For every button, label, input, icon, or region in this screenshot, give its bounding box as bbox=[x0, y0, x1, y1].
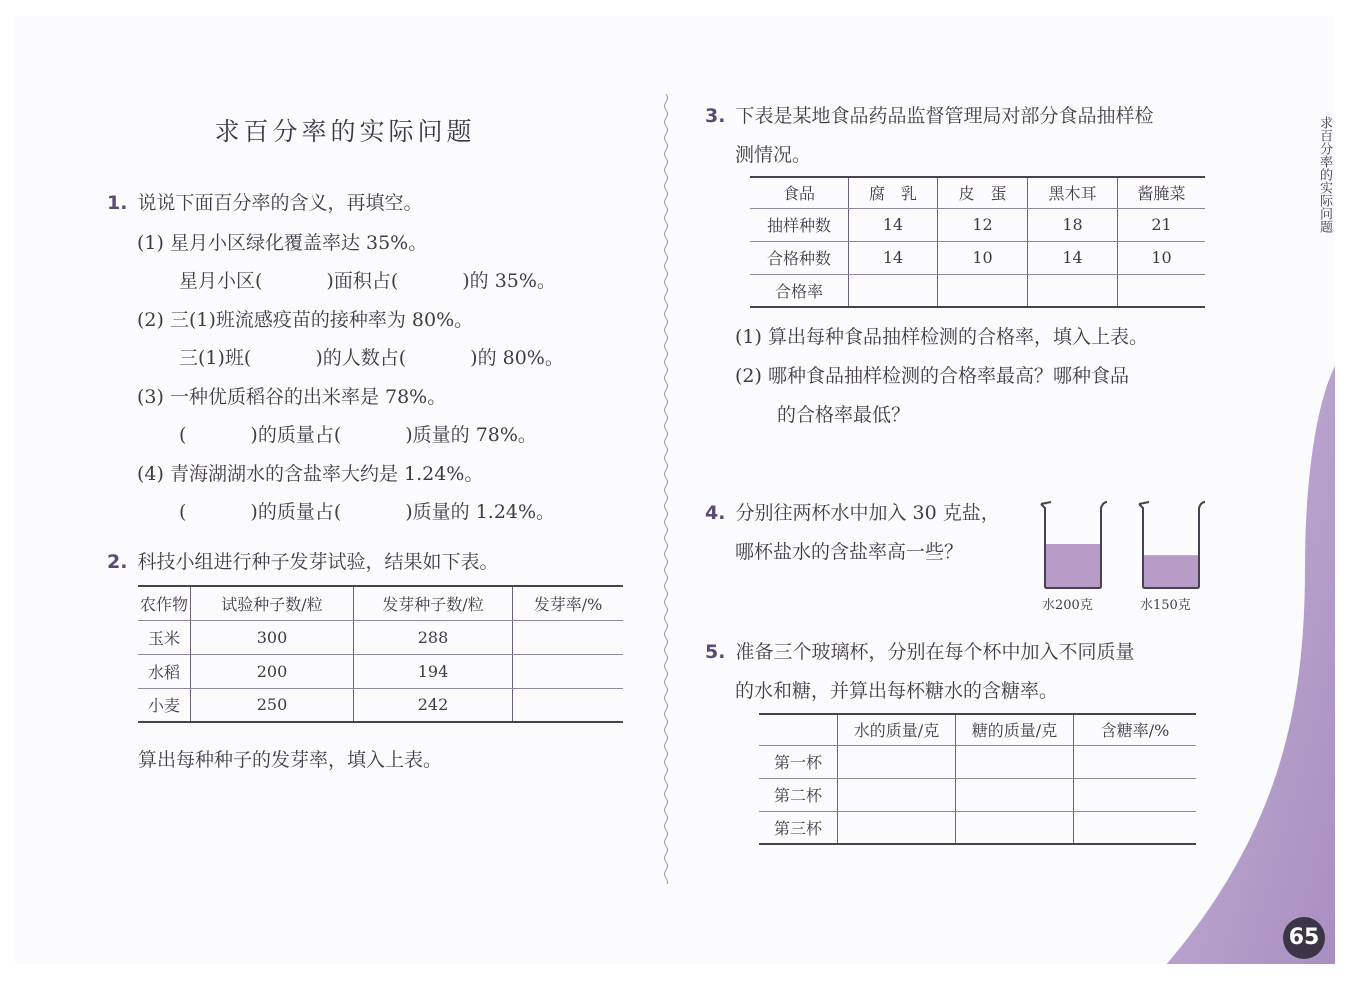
answer-cell[interactable] bbox=[838, 811, 956, 844]
table-cell: 抽样种数 bbox=[750, 208, 849, 241]
answer-cell[interactable] bbox=[1074, 745, 1197, 778]
answer-cell[interactable] bbox=[838, 778, 956, 811]
fill-text: )的质量占( bbox=[250, 424, 342, 446]
table-header: 农作物 bbox=[138, 586, 191, 620]
answer-cell[interactable] bbox=[956, 778, 1074, 811]
table-cell: 小麦 bbox=[138, 688, 191, 722]
table-row bbox=[750, 241, 1205, 274]
answer-cell[interactable] bbox=[1118, 274, 1206, 307]
q1-item-3-line2 bbox=[179, 420, 537, 447]
table-cell: 12 bbox=[938, 208, 1028, 241]
q3-number: 3. bbox=[705, 105, 726, 127]
q3-prompt-line2: 测情况。 bbox=[735, 144, 812, 166]
table-row bbox=[759, 811, 1196, 844]
beaker-1-label: 水200克 bbox=[1042, 598, 1093, 613]
q4-line1-text: 分别往两杯水中加入 30 克盐， bbox=[735, 502, 1000, 524]
table-row bbox=[750, 208, 1205, 241]
table-cell: 14 bbox=[849, 208, 938, 241]
beaker-1-icon bbox=[1037, 498, 1109, 590]
table-cell: 10 bbox=[938, 241, 1028, 274]
table-cell: 10 bbox=[1118, 241, 1206, 274]
table-cell: 合格种数 bbox=[750, 241, 849, 274]
fill-text: )质量的 1.24%。 bbox=[405, 501, 556, 523]
q4-number: 4. bbox=[705, 502, 726, 524]
q1-prompt-text: 说说下面百分率的含义，再填空。 bbox=[137, 192, 423, 214]
fill-text: )的人数占( bbox=[315, 347, 407, 369]
table-row bbox=[759, 745, 1196, 778]
food-inspection-table bbox=[750, 176, 1205, 308]
q1-item-4-line1: (4) 青海湖湖水的含盐率大约是 1.24%。 bbox=[137, 463, 484, 485]
answer-cell[interactable] bbox=[838, 745, 956, 778]
table-header: 酱腌菜 bbox=[1118, 177, 1206, 208]
q5-line1 bbox=[705, 637, 1134, 664]
q3-sub2-line2: 的合格率最低？ bbox=[777, 404, 911, 426]
table-cell: 14 bbox=[1028, 241, 1118, 274]
sidebar-title: 求百分率的实际问题 bbox=[1317, 116, 1332, 233]
table-header: 腐 乳 bbox=[849, 177, 938, 208]
table-cell: 200 bbox=[191, 654, 354, 688]
q1-item-2-line1: (2) 三(1)班流感疫苗的接种率为 80%。 bbox=[137, 309, 474, 331]
answer-cell[interactable] bbox=[513, 688, 624, 722]
sugar-water-table bbox=[759, 713, 1196, 845]
answer-cell[interactable] bbox=[1074, 811, 1197, 844]
q1-item-1-line2 bbox=[179, 266, 556, 293]
workbook-page bbox=[15, 16, 1335, 964]
table-header: 试验种子数/粒 bbox=[191, 586, 354, 620]
table-header: 糖的质量/克 bbox=[956, 714, 1074, 745]
answer-cell[interactable] bbox=[938, 274, 1028, 307]
fill-text: )面积占( bbox=[326, 270, 399, 292]
table-header: 黑木耳 bbox=[1028, 177, 1118, 208]
q5-line1-text: 准备三个玻璃杯，分别在每个杯中加入不同质量 bbox=[735, 641, 1135, 663]
q2-number: 2. bbox=[107, 551, 128, 573]
q2-footer: 算出每种种子的发芽率，填入上表。 bbox=[138, 749, 443, 771]
page-title: 求百分率的实际问题 bbox=[214, 117, 476, 146]
fill-text: ( bbox=[179, 501, 187, 523]
q5-number: 5. bbox=[705, 641, 726, 663]
answer-cell[interactable] bbox=[849, 274, 938, 307]
q3-prompt-text: 下表是某地食品药品监督管理局对部分食品抽样检 bbox=[735, 105, 1154, 127]
page-number: 65 bbox=[1283, 917, 1325, 959]
table-cell: 18 bbox=[1028, 208, 1118, 241]
table-cell: 第二杯 bbox=[759, 778, 838, 811]
answer-cell[interactable] bbox=[513, 620, 624, 654]
table-row bbox=[759, 778, 1196, 811]
table-header: 发芽率/% bbox=[513, 586, 624, 620]
q1-item-2-line2 bbox=[179, 343, 564, 370]
table-cell: 合格率 bbox=[750, 274, 849, 307]
answer-cell[interactable] bbox=[1074, 778, 1197, 811]
q2-prompt-text: 科技小组进行种子发芽试验，结果如下表。 bbox=[137, 551, 499, 573]
table-cell: 194 bbox=[354, 654, 513, 688]
table-cell: 300 bbox=[191, 620, 354, 654]
table-cell: 玉米 bbox=[138, 620, 191, 654]
table-cell: 250 bbox=[191, 688, 354, 722]
fill-text: )的质量占( bbox=[250, 501, 342, 523]
table-cell: 21 bbox=[1118, 208, 1206, 241]
fill-text: )的 35%。 bbox=[462, 270, 556, 292]
q1-item-4-line2 bbox=[179, 497, 555, 524]
page-divider bbox=[662, 94, 670, 884]
q4-line1 bbox=[705, 498, 1000, 525]
beaker-2-icon bbox=[1135, 498, 1207, 590]
table-cell: 14 bbox=[849, 241, 938, 274]
fill-text: )质量的 78%。 bbox=[405, 424, 537, 446]
q1-number: 1. bbox=[107, 192, 128, 214]
q3-prompt bbox=[705, 101, 1153, 128]
table-header: 水的质量/克 bbox=[838, 714, 956, 745]
table-cell: 288 bbox=[354, 620, 513, 654]
beaker-2-label: 水150克 bbox=[1140, 598, 1191, 613]
table-header bbox=[759, 714, 838, 745]
table-cell: 第三杯 bbox=[759, 811, 838, 844]
answer-cell[interactable] bbox=[956, 745, 1074, 778]
table-row bbox=[750, 274, 1205, 307]
table-header: 皮 蛋 bbox=[938, 177, 1028, 208]
fill-text: 星月小区( bbox=[179, 270, 263, 292]
table-header: 发芽种子数/粒 bbox=[354, 586, 513, 620]
q3-sub2-line1: (2) 哪种食品抽样检测的合格率最高？哪种食品 bbox=[735, 365, 1129, 387]
q3-sub1: (1) 算出每种食品抽样检测的合格率，填入上表。 bbox=[735, 326, 1148, 348]
q4-line2: 哪杯盐水的含盐率高一些？ bbox=[735, 541, 964, 563]
purple-page-decoration bbox=[1165, 366, 1335, 964]
answer-cell[interactable] bbox=[1028, 274, 1118, 307]
answer-cell[interactable] bbox=[513, 654, 624, 688]
table-header: 食品 bbox=[750, 177, 849, 208]
answer-cell[interactable] bbox=[956, 811, 1074, 844]
q2-prompt bbox=[107, 547, 498, 574]
fill-text: ( bbox=[179, 424, 187, 446]
table-header: 含糖率/% bbox=[1074, 714, 1197, 745]
q1-item-3-line1: (3) 一种优质稻谷的出米率是 78%。 bbox=[137, 386, 447, 408]
germination-table bbox=[138, 585, 623, 723]
q1-item-1-line1: (1) 星月小区绿化覆盖率达 35%。 bbox=[137, 232, 428, 254]
table-cell: 第一杯 bbox=[759, 745, 838, 778]
table-row bbox=[138, 620, 623, 654]
fill-text: 三(1)班( bbox=[179, 347, 252, 369]
fill-text: )的 80%。 bbox=[470, 347, 564, 369]
table-row bbox=[138, 654, 623, 688]
q1-prompt bbox=[107, 188, 422, 215]
table-cell: 水稻 bbox=[138, 654, 191, 688]
table-cell: 242 bbox=[354, 688, 513, 722]
table-row bbox=[138, 688, 623, 722]
q5-line2: 的水和糖，并算出每杯糖水的含糖率。 bbox=[735, 680, 1059, 702]
